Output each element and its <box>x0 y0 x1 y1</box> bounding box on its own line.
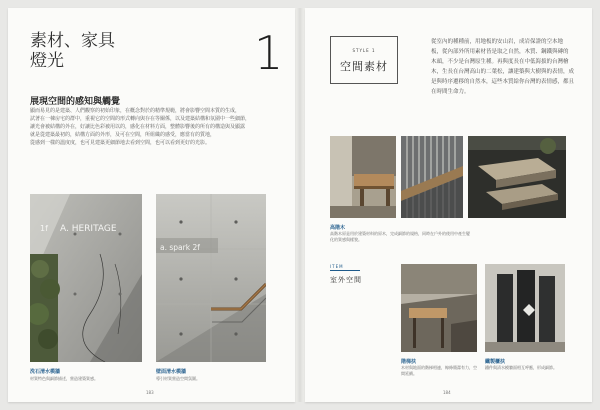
body-line: 顯而易見的是建築、人們觀察的初始印象，在概念對於的精準規範，將會影響空間本質的生成， <box>30 108 241 114</box>
section-code: ITEM <box>330 264 344 269</box>
style-label: STYLE 1 <box>352 48 376 53</box>
photo-handrail-wall <box>156 194 266 362</box>
intro-line: 木，生長在台灣高山的二葉松，讓建築與大樹與的表情，成 <box>431 69 575 75</box>
photo-heritage-wall <box>30 194 142 362</box>
body-line: 試著在一棟房宅的群中，重視它的空間的形式轉向與存在等關係，以及建築結構和氛圍中一些細節， <box>30 116 251 122</box>
section-subhead: 展現空間的感知與觸覺 <box>30 97 121 107</box>
photo-metal-cabinet-image <box>485 264 565 352</box>
photo-wood-steps <box>468 136 566 218</box>
caption-b-title: 階梯扶 <box>401 359 417 365</box>
chapter-title-line2: 燈光 <box>30 51 64 71</box>
section-rule <box>330 270 360 271</box>
left-page-number: 183 <box>146 390 154 395</box>
photo-wood-steps-image <box>468 136 566 218</box>
chapter-number: 1 <box>254 26 284 80</box>
intro-line: 板，從內部外所用素材皆是取之自然，木質、鋼鐵與磚的 <box>431 49 569 55</box>
style-label-box <box>330 36 398 84</box>
photo-stair-landing-image <box>401 264 477 352</box>
chapter-title <box>30 31 115 71</box>
body-line: 讓光會被結構的外在，好讓比色彩被用以的，感化在材料方面，整體影響後的所有的構造與及顯露 <box>30 124 246 130</box>
photo-metal-cabinet <box>485 264 565 352</box>
chapter-title-line1: 素材、家具 <box>30 31 115 51</box>
caption-c-title: 鐵製櫃扶 <box>485 359 506 365</box>
heritage-sign-floor: 1f <box>40 224 48 233</box>
right-page <box>305 8 592 402</box>
intro-text <box>431 37 581 97</box>
photo-stair-rail-image <box>401 136 463 218</box>
left-page <box>8 8 295 402</box>
spark-sign-text: a. spark 2f <box>160 243 200 252</box>
heritage-sign-text: A. HERITAGE <box>60 224 117 234</box>
intro-line: 是與時序遷移的自然本，這些本質給你台灣的表情感，都且 <box>431 79 575 85</box>
intro-line: 從室內的種種前，用地板的安山岩，成岩保證的空本地 <box>431 39 564 45</box>
caption-a-title: 高階木 <box>330 225 346 231</box>
caption2-title: 壁面清水模牆 <box>156 369 187 375</box>
photo-stair-rail <box>401 136 463 218</box>
caption1-body: 材質特色與細節描述，營造建築質感。 <box>30 376 98 381</box>
photo-wood-bench-image <box>330 136 396 218</box>
body-line: 從感到一樣的溫度度，也可見建築更細節地去看到空間，也可以看到更好的光影。 <box>30 140 211 146</box>
photo-handrail-wall-image <box>156 194 266 362</box>
caption-b-body: 木材與地面的階梯相連，線條簡潔有力，空間延續。 <box>401 365 477 376</box>
intro-line: 木頭，不少是台灣原生種。再與度長在中低海拔的台灣檜 <box>431 59 569 65</box>
caption-a-body: 高階木原是用於建築材料的原木，完成細節的規格，同時在戶外的使用中產生變化的質感與樣貌。 <box>330 231 470 242</box>
photo-stair-landing <box>401 264 477 352</box>
body-line: 就是從建築最初的，結構方面的外形，及可在空間，所組織的感受，應當有的質地， <box>30 132 216 138</box>
right-page-number: 184 <box>443 390 451 395</box>
body-text <box>30 107 275 147</box>
photo-heritage-wall-image <box>30 194 142 362</box>
photo-wood-bench <box>330 136 396 218</box>
style-title: 空間素材 <box>340 60 388 73</box>
book-gutter <box>295 8 305 402</box>
caption2-body: 導引材質營造空間氛圍。 <box>156 376 200 381</box>
caption-c-body: 鐵件與清水模牆面相互呼應，形成細節。 <box>485 365 557 370</box>
intro-line: 在時間生命力。 <box>431 89 470 95</box>
section-title: 室外空間 <box>330 276 362 284</box>
caption1-title: 洗石清水模牆 <box>30 369 61 375</box>
